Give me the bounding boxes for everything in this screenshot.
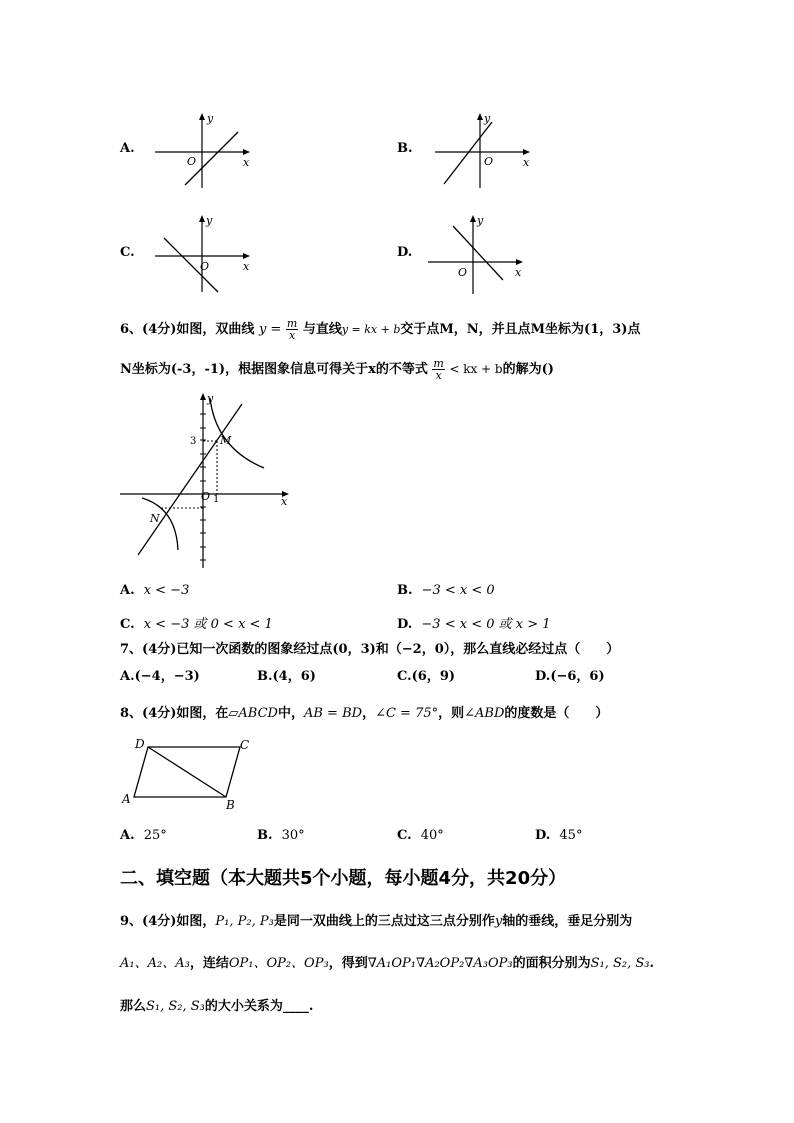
graph-line — [444, 122, 492, 184]
q7-option-c: C.(6，9) — [397, 669, 456, 684]
q8-option-c: C. 40° — [397, 828, 444, 843]
q6-option-b: B. −3 < x < 0 — [397, 583, 495, 598]
q5-option-d-label: D. — [397, 245, 413, 260]
svg-text:y: y — [206, 214, 213, 227]
graph-origin-label: O — [201, 490, 211, 503]
q7-option-d: D.(−6，6) — [535, 669, 605, 684]
q9-line3: 那么S₁, S₂, S₃的大小关系为____. — [120, 999, 314, 1014]
q7-stem: 7、(4分)已知一次函数的图象经过点(0，3)和（−2，0），那么直线必经过点（ ） — [120, 642, 620, 657]
q8-option-b: B. 30° — [257, 828, 305, 843]
q6-stem-line1: 6、(4分)如图，双曲线 y = $\frac{m}{x}$ 与直线y = kx + b交于点M，N，并且点M坐标为(1，3)点 — [120, 317, 641, 342]
diagonal-bd — [148, 747, 226, 797]
x-axis-arrow — [243, 149, 250, 155]
q6-stem-line2: N坐标为(-3，-1)，根据图象信息可得关于x的不等式 $\frac{m}{x}$ < kx + b的解为() — [120, 357, 554, 382]
graph-line — [164, 238, 218, 292]
q5-option-a-graph — [150, 110, 260, 190]
hyperbola-branch-1 — [210, 398, 264, 468]
svg-text:x: x — [523, 156, 530, 169]
vertex-d-label: D — [135, 737, 145, 751]
svg-text:O: O — [200, 260, 210, 273]
y-label: y — [207, 112, 214, 125]
answer-blank[interactable]: ____ — [282, 999, 309, 1014]
q5-option-b-label: B. — [397, 141, 413, 156]
graph-tick-1-label: 1 — [213, 494, 220, 505]
q5-option-a-label: A. — [120, 141, 135, 156]
q7-option-b: B.(4，6) — [257, 669, 316, 684]
q5-option-c-graph — [150, 212, 260, 296]
q5-option-c-label: C. — [120, 245, 135, 260]
q8-option-a: A. 25° — [120, 828, 167, 843]
q6-option-c: C. x < −3 或 0 < x < 1 — [120, 617, 273, 632]
svg-text:y: y — [484, 112, 491, 125]
svg-text:y: y — [477, 214, 484, 227]
q9-line2: A₁、A₂、A₃，连结OP₁、OP₂、OP₃，得到∇A₁OP₁∇A₂OP₂∇A₃OP₃的面积分别为S₁, S₂, S₃. — [120, 956, 655, 971]
section-heading: 二、填空题（本大题共5个小题，每小题4分，共20分） — [120, 868, 567, 889]
q8-stem: 8、(4分)如图，在▱ABCD中，AB = BD，∠C = 75°，则∠ABD的度数是（ ） — [120, 706, 609, 721]
point-m-label: M — [220, 434, 232, 447]
q5-option-d-graph — [425, 212, 535, 296]
q6-option-a: A. x < −3 — [120, 583, 190, 598]
point-n-label: N — [150, 512, 160, 525]
graph-tick-3-label: 3 — [190, 436, 197, 447]
line-kx-b — [138, 404, 242, 555]
q9-line1: 9、(4分)如图，P₁, P₂, P₃是同一双曲线上的三点过这三点分别作y轴的垂线，垂足分别为 — [120, 914, 633, 929]
q5-option-b-graph — [430, 110, 540, 190]
svg-text:x: x — [515, 266, 522, 279]
svg-text:x: x — [243, 260, 250, 273]
q7-option-a: A.(−4，−3) — [120, 669, 200, 684]
graph-y-label: y — [207, 392, 214, 405]
q6-graph — [118, 390, 298, 570]
y-axis-arrow — [199, 113, 205, 120]
svg-text:O: O — [484, 155, 494, 168]
origin-label: O — [187, 155, 197, 168]
q8-parallelogram-figure — [118, 735, 263, 810]
x-label: x — [243, 156, 250, 169]
q6-option-d: D. −3 < x < 0 或 x > 1 — [397, 617, 551, 632]
graph-x-label: x — [281, 495, 288, 508]
vertex-c-label: C — [240, 738, 250, 752]
vertex-a-label: A — [122, 792, 131, 806]
q8-option-d: D. 45° — [535, 828, 583, 843]
vertex-b-label: B — [226, 798, 235, 810]
svg-text:O: O — [458, 266, 468, 279]
